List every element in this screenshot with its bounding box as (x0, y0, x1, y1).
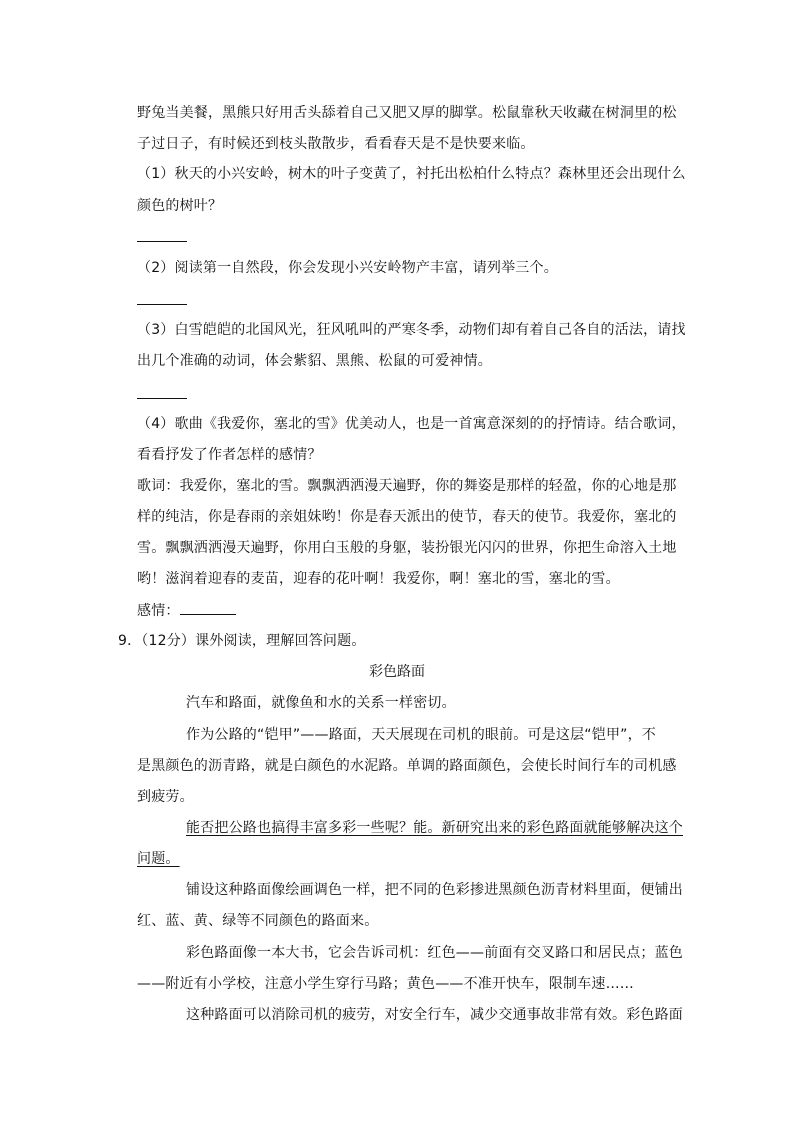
question-2-line: （2）阅读第一自然段，你会发现小兴安岭物产丰富，请列举三个。 (137, 260, 558, 276)
question-1-line: 颜色的树叶？ (137, 198, 223, 214)
answer-blank-1[interactable] (137, 241, 187, 242)
lyrics-line: 歌词：我爱你，塞北的雪。飘飘洒洒漫天遍野，你的舞姿是那样的轻盈，你的心地是那 (137, 478, 677, 494)
article-paragraph-5-line: ——附近有小学校，注意小学生穿行马路；黄色——不准开快车，限制车速…… (137, 976, 634, 992)
feeling-line (137, 600, 236, 621)
lyrics-line: 哟！滋润着迎春的麦苗，迎春的花叶啊！我爱你，啊！塞北的雪，塞北的雪。 (137, 571, 620, 587)
passage-line: 子过日子，有时候还到枝头散散步，看看春天是不是快要来临。 (137, 136, 535, 152)
article-paragraph-5-line: 彩色路面像一本大书，它会告诉司机：红色——前面有交叉路口和居民点；蓝色 (186, 945, 683, 961)
lyrics-line: 样的纯洁，你是春雨的亲姐妹哟！你是春天派出的使节，春天的使节。我爱你，塞北的 (137, 509, 677, 525)
lyrics-line: 雪。飘飘洒洒漫天遍野，你用白玉般的身躯，装扮银光闪闪的世界，你把生命溶入土地 (137, 540, 677, 556)
question-9-header: 9．（12分）课外阅读，理解回答问题。 (118, 633, 366, 649)
question-3-line: （3）白雪皑皑的北国风光，狂风吼叫的严寒冬季，动物们却有着自己各自的活法，请找 (137, 322, 686, 338)
article-paragraph-4-line: 红、蓝、黄、绿等不同颜色的路面来。 (137, 913, 379, 929)
feeling-answer-blank[interactable] (180, 600, 236, 615)
question-4-line: （4）歌曲《我爱你，塞北的雪》优美动人，也是一首寓意深刻的的抒情诗。结合歌词， (137, 416, 686, 432)
article-paragraph-1: 汽车和路面，就像鱼和水的关系一样密切。 (186, 695, 456, 711)
feeling-label: 感情： (137, 603, 180, 619)
article-title: 彩色路面 (369, 664, 425, 680)
article-paragraph-3-underlined: 能否把公路也搞得丰富多彩一些呢？能。新研究出来的彩色路面就能够解决这个 (186, 820, 683, 836)
passage-line: 野兔当美餐，黑熊只好用舌头舔着自己又肥又厚的脚掌。松鼠靠秋天收藏在树洞里的松 (137, 105, 677, 121)
question-1-line: （1）秋天的小兴安岭，树木的叶子变黄了，衬托出松柏什么特点？森林里还会出现什么 (137, 166, 686, 182)
article-paragraph-6-line: 这种路面可以消除司机的疲劳，对安全行车，减少交通事故非常有效。彩色路面 (186, 1007, 683, 1023)
article-paragraph-3-underlined: 问题。 (137, 851, 180, 867)
article-paragraph-2-line: 到疲劳。 (137, 789, 194, 805)
article-paragraph-4-line: 铺设这种路面像绘画调色一样，把不同的色彩掺进黑颜色沥青材料里面，便铺出 (186, 882, 683, 898)
question-4-line: 看看抒发了作者怎样的感情？ (137, 447, 322, 463)
answer-blank-3[interactable] (137, 398, 187, 399)
answer-blank-2[interactable] (137, 304, 187, 305)
article-paragraph-2-line: 作为公路的“铠甲”——路面，天天展现在司机的眼前。可是这层“铠甲”，不 (186, 727, 657, 743)
article-paragraph-2-line: 是黑颜色的沥青路，就是白颜色的水泥路。单调的路面颜色，会使长时间行车的司机感 (137, 758, 677, 774)
question-3-line: 出几个准确的动词，体会紫貂、黑熊、松鼠的可爱神情。 (137, 353, 492, 369)
